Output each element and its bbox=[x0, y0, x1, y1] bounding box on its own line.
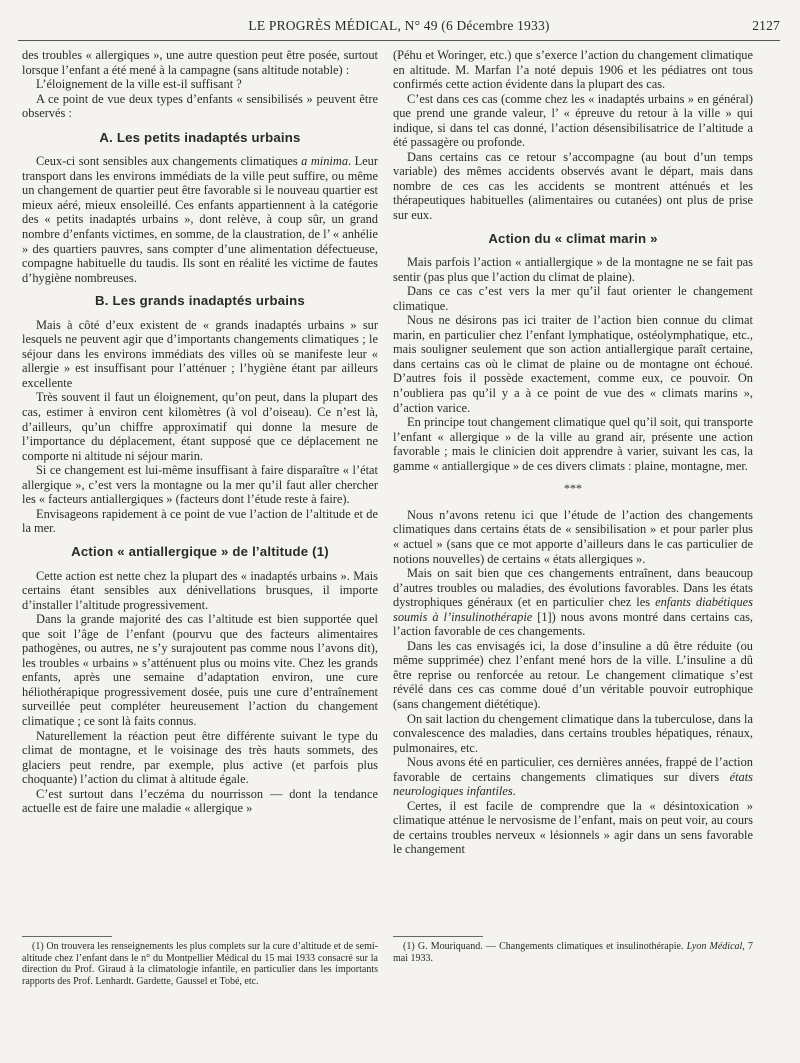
text-run: Ceux-ci sont sensibles aux changements climatiques bbox=[36, 154, 302, 169]
section-heading-altitude: Action « antiallergique » de l’altitude (1) bbox=[71, 543, 329, 559]
paragraph: C’est dans ces cas (comme chez les « inadaptés urbains » en général) que prend une grande valeur, l’ « épreuve du retour à la ville » qui indique, si dans tel cas donné, l’action désensibilisatrice de l’altitude a été passagère ou profonde. bbox=[393, 91, 753, 150]
footnote-text bbox=[393, 941, 753, 964]
paragraph: A ce point de vue deux types d’enfants « sensibilisés » peuvent être observés : bbox=[22, 91, 378, 121]
paragraph: Dans ce cas c’est vers la mer qu’il faut orienter le changement climatique. bbox=[393, 284, 753, 313]
text-run: (1) G. Mouriquand. — Changements climatiques et insulinothérapie. bbox=[403, 941, 687, 952]
paragraph: C’est surtout dans l’eczéma du nourrisson — dont la tendance actuelle est de faire une maladie « allergique » bbox=[22, 786, 378, 816]
text-run: , 7 mai 1933. bbox=[393, 941, 753, 964]
paragraph: (Péhu et Woringer, etc.) que s’exerce l’action du changement climatique en altitude. M. Marfan l’a noté depuis 1906 et les pédiatres ont tous confirmés cette action évidente dans la plupart des cas. bbox=[393, 48, 753, 92]
italic-text: enfants diabétiques soumis à l’insulinothérapie bbox=[393, 595, 753, 624]
paragraph: Mais parfois l’action « antiallergique » de la montagne ne se fait pas sentir (pas plus que l’action du climat de plaine). bbox=[393, 255, 753, 284]
paragraph: Nous n’avons retenu ici que l’étude de l’action des changements climatiques dans certains états de « sensibilisation » et pour parler plus « actuel » (sans que ce mot apporte d’ailleurs dans le cas particulier de notions nouvelles) de certains « états allergiques ». bbox=[393, 507, 753, 566]
paragraph bbox=[393, 755, 753, 799]
paragraph: Certes, il est facile de comprendre que la « désintoxication » climatique atténue le nervosisme de l’enfant, mais on peut voir, au cours de certains troubles nerveux « lésionnels » agir dans un sens favorable le changement bbox=[393, 798, 753, 857]
paragraph: Très souvent il faut un éloignement, qu’on peut, dans la plupart des cas, estimer à environ cent kilomètres (à vol d’oiseau). Ce n’est là, d’ailleurs, qu’un chiffre approximatif qui donne la mesure de l’importance du déplacement, étant supposé que ce déplacement ne comporte ni altitude ni séjour marin. bbox=[22, 390, 378, 463]
text-run: Mais on sait bien que ces changements entraînent, dans beaucoup d’autres troubles ou maladies, des évolutions favorables. Dans les états dystrophiques généraux (et en particulier chez les bbox=[393, 566, 753, 610]
paragraph: Nous ne désirons pas ici traiter de l’action bien connue du climat marin, en particulier chez l’enfant lymphatique, ostéolymphatique, etc., mais souligner seulement que son action antiallergique paraît certaine, dans certains cas où le climat de plaine ou de montagne ont échoué. D’autres fois il possède exactement, comme eux, ce pouvoir. On n’oubliera pas qu’il y a à ce point de vue des « climats marins », d’action varice. bbox=[393, 313, 753, 415]
italic-text: Lyon Médical bbox=[686, 941, 743, 952]
paragraph: L’éloignement de la ville est-il suffisant ? bbox=[36, 77, 242, 92]
paragraph: Cette action est nette chez la plupart des « inadaptés urbains ». Mais certains étant sensibles aux dénivellations brusques, il importe d’installer l’altitude progressivement. bbox=[22, 568, 378, 612]
section-separator-asterisks: *** bbox=[564, 481, 582, 496]
text-run: [1]) nous avons montré dans certains cas, l’action favorable de ces changements. bbox=[393, 609, 754, 639]
page-number: 2127 bbox=[752, 18, 780, 33]
footnote-text: (1) On trouvera les renseignements les plus complets sur la cure d’altitude et de semi-altitude chez l’enfant dans le n° du Montpellier Médical du 15 mai 1933 consacré sur la direction du Prof. Giraud à la climatologie infantile, en particulier dans les importants rapports des Prof. Lenhardt. Gardette, Gaussel et Tobé, etc. bbox=[22, 941, 378, 987]
left-column bbox=[22, 48, 378, 816]
paragraph: Naturellement la réaction peut être différente suivant le type du climat de montagne, et le voisinage des très hauts sommets, des glaciers peut rendre, par exemple, plus active (et parfois plus choquante) l’action du climat à altitude égale. bbox=[22, 728, 378, 787]
paragraph: On sait laction du chengement climatique dans la tuberculose, dans la convalescence des maladies, dans certains troubles hépatiques, rénaux, pulmonaires, etc. bbox=[393, 711, 753, 755]
right-footnote bbox=[393, 930, 753, 964]
paragraph bbox=[393, 566, 753, 639]
italic-text: a minima bbox=[301, 154, 349, 169]
text-run: . Leur transport dans les environs immédiats de la ville peut suffire, ou même un changement de quartier peut être favorable si le nouveau quartier est mieux aéré, mieux ensoleillé. Ces enfants appartiennent à la catégorie des « petits inadaptés urbains », dont relève, à coup sûr, un grand nombre d’enfants victimes, en somme, de la claustration, de l’ « anhélie » des quartiers pauvres, sans compter d’une alimentation défectueuse, compagne habituelle du taudis. Ils sont en réalité les victime de fautes d’hygiène nombreuses. bbox=[22, 154, 378, 285]
footnote-rule bbox=[393, 936, 483, 937]
footnote-rule bbox=[22, 936, 112, 937]
section-heading-a: A. Les petits inadaptés urbains bbox=[99, 129, 301, 145]
paragraph: Si ce changement est lui-même insuffisant à faire disparaître « l’état allergique », c’est vers la montagne ou la mer qu’il faut aller chercher les « facteurs antiallergiques » (facteurs dont l’étude reste à faire). bbox=[22, 463, 378, 507]
paragraph: Mais à côté d’eux existent de « grands inadaptés urbains » sur lesquels ne peuvent agir que d’importants changements climatiques ; le séjour dans les environs immédiats des villes où se manifeste leur « allergie » est insuffisant pour l’atténuer ; l’hygiène étant par ailleurs excellente bbox=[22, 317, 378, 390]
italic-text: états neurologiques infantiles bbox=[393, 769, 753, 799]
running-title: LE PROGRÈS MÉDICAL, N° 49 (6 Décembre 1933) bbox=[248, 18, 550, 33]
paragraph bbox=[22, 154, 378, 285]
paragraph: des troubles « allergiques », une autre question peut être posée, surtout lorsque l’enfant a été mené à la campagne (sans altitude notable) : bbox=[22, 48, 378, 77]
page-header bbox=[18, 14, 780, 41]
paragraph: Dans la grande majorité des cas l’altitude est bien supportée quel que soit l’âge de l’enfant (pourvu que des facteurs alimentaires pathogènes, ou autres, ne s’y surajoutent pas comme nous l’avons dit), les troubles « urbains » s’atténuent plus ou moins vite. Chez les grands enfants, après une semaine d’adaptation environ, une cure héliothérapique progressivement dosée, puis une cure d’entraînement surveillée peut compléter heureusement l’action du changement climatique ; ce sont là faits connus. bbox=[22, 612, 378, 728]
section-heading-climat-marin: Action du « climat marin » bbox=[488, 230, 658, 246]
text-run: Nous avons été en particulier, ces dernières années, frappé de l’action favorable de certains changements climatiques sur divers bbox=[393, 755, 753, 784]
paragraph: En principe tout changement climatique quel qu’il soit, qui transporte l’enfant « allergique » de la ville au grand air, présente une action favorable ; mais le clinicien doit apprendre à varier, suivant les cas, la gamme « antiallergique » de ces divers climats : plaine, montagne, mer. bbox=[393, 415, 753, 473]
left-footnote bbox=[22, 930, 378, 987]
text-run: . bbox=[512, 784, 516, 799]
right-column bbox=[393, 48, 753, 857]
paragraph: Dans certains cas ce retour s’accompagne (au bout d’un temps variable) des mêmes accidents observés avant le départ, mais dans nombre de ces cas les accidents se montrent atténués et les thérapeutiques habituelles (alimentaires ou cutanées) ont plus de prise sur eux. bbox=[393, 149, 753, 223]
paragraph: Envisageons rapidement à ce point de vue l’action de l’altitude et de la mer. bbox=[22, 506, 378, 536]
paragraph: Dans les cas envisagés ici, la dose d’insuline a dû être réduite (ou même supprimée) chez l’enfant mené hors de la ville. L’insuline a dû être reprise ou renforcée au retour. Le changement climatique s’est révélé dans ces cas comme doué d’un véritable pouvoir eutrophique (sans changement diététique). bbox=[393, 638, 753, 711]
section-heading-b: B. Les grands inadaptés urbains bbox=[95, 293, 305, 309]
